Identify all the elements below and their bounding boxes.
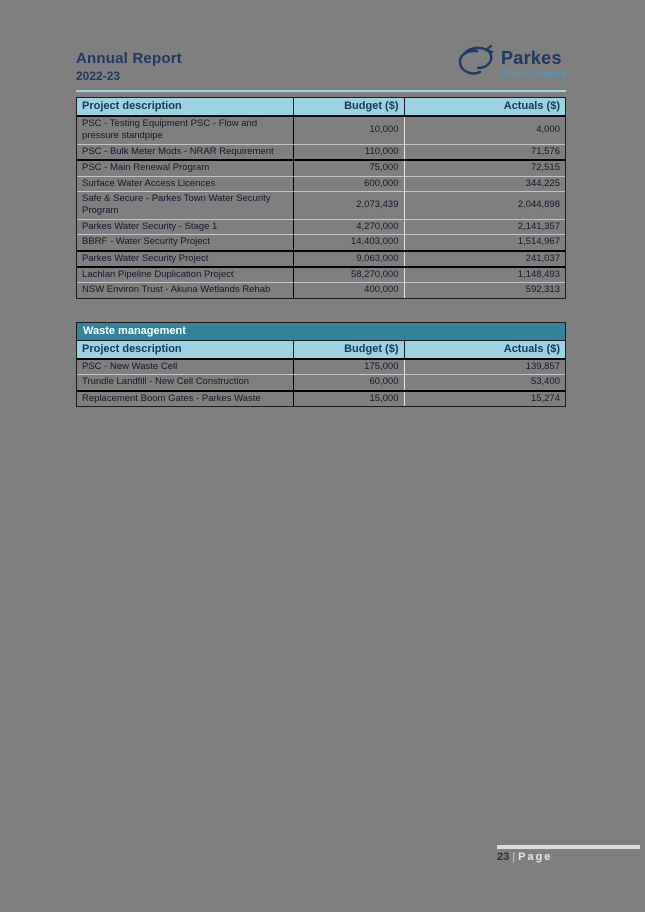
- budget-cell: 400,000: [293, 283, 404, 298]
- actuals-cell: 592,313: [525, 284, 560, 296]
- project-description-cell: Parkes Water Security Project: [77, 251, 293, 267]
- project-description-cell: Safe & Secure - Parkes Town Water Security Program: [77, 192, 293, 220]
- budget-cell: 175,000: [293, 359, 404, 375]
- report-title: Annual Report: [76, 50, 182, 67]
- project-description-cell: Lachlan Pipeline Duplication Project: [77, 267, 293, 283]
- waste-management-table: [76, 322, 566, 407]
- header-row: [77, 98, 565, 116]
- budget-cell: 58,270,000: [293, 267, 404, 283]
- project-description-cell: Surface Water Access Licences: [77, 176, 293, 191]
- report-year: 2022-23: [76, 69, 121, 83]
- column-header: Actuals ($): [404, 98, 565, 116]
- project-description-cell: Replacement Boom Gates - Parkes Waste: [77, 391, 293, 406]
- budget-cell: 10,000: [293, 116, 404, 144]
- table-row: [77, 235, 565, 251]
- project-description-cell: NSW Environ Trust - Akuna Wetlands Rehab: [77, 283, 293, 298]
- title-block: [76, 44, 182, 83]
- budget-cell: 9,063,000: [293, 251, 404, 267]
- project-description-cell: PSC - Testing Equipment PSC - Flow and pressure standpipe: [77, 116, 293, 144]
- council-logo: [455, 44, 566, 85]
- project-description-cell: PSC - Main Renewal Program: [77, 160, 293, 176]
- actuals-cell: 344,225: [404, 176, 565, 191]
- table-row: [77, 359, 565, 375]
- project-description-cell: Parkes Water Security - Stage 1: [77, 219, 293, 234]
- budget-cell: 2,073,439: [293, 192, 404, 220]
- budget-cell: 4,270,000: [293, 219, 404, 234]
- table-row: [77, 192, 565, 220]
- footer-page-label: Page: [518, 851, 553, 863]
- budget-cell: 110,000: [293, 144, 404, 160]
- orbit-swirl-icon: [455, 44, 497, 85]
- actuals-cell: 2,044,898: [404, 192, 565, 220]
- column-header: Actuals ($): [404, 341, 565, 359]
- header-row: [77, 341, 565, 359]
- logo-text: [501, 49, 566, 80]
- footer-divider: [497, 845, 640, 849]
- project-description-cell: PSC - Bulk Meter Mods - NRAR Requirement: [77, 144, 293, 160]
- project-description-cell: BBRF - Water Security Project: [77, 235, 293, 251]
- table-row: [77, 160, 565, 176]
- actuals-cell: 1,148,493: [404, 267, 565, 283]
- column-header: Project description: [77, 341, 293, 359]
- page-footer: [497, 851, 552, 863]
- logo-name: Parkes: [500, 48, 562, 69]
- water-projects-table: [76, 97, 566, 299]
- actuals-cell: 139,857: [404, 359, 565, 375]
- budget-cell: 15,000: [293, 391, 404, 406]
- logo-subname: Shire Council: [500, 68, 566, 81]
- projects-table: [77, 341, 565, 406]
- table-row: [77, 116, 565, 144]
- budget-cell: 600,000: [293, 176, 404, 191]
- column-header: Budget ($): [293, 341, 404, 359]
- actuals-cell: 2,141,357: [404, 219, 565, 234]
- section-title: Waste management: [77, 323, 565, 341]
- document-header: [76, 44, 566, 85]
- budget-cell: 14,403,000: [293, 235, 404, 251]
- header-divider: [76, 90, 566, 92]
- column-header: Budget ($): [293, 98, 404, 116]
- actuals-cell: 15,274: [530, 392, 560, 404]
- actuals-cell: 4,000: [404, 116, 565, 144]
- project-description-cell: PSC - New Waste Cell: [77, 359, 293, 375]
- tables-area: [76, 97, 566, 407]
- column-header: Project description: [77, 98, 293, 116]
- table-row: [77, 144, 565, 160]
- table-row: [77, 267, 565, 283]
- actuals-cell: 1,514,967: [404, 235, 565, 251]
- project-description-cell: Trundle Landfill - New Cell Construction: [77, 375, 293, 391]
- table-row: [77, 251, 565, 267]
- actuals-cell: 241,037: [404, 251, 565, 267]
- actuals-cell: 72,515: [404, 160, 565, 176]
- table-row: [77, 391, 565, 406]
- budget-cell: 60,000: [293, 375, 404, 391]
- projects-table: [77, 98, 565, 298]
- footer-separator: |: [512, 851, 516, 863]
- table-row: [77, 283, 565, 298]
- table-row: [77, 176, 565, 191]
- table-row: [77, 375, 565, 391]
- page-number: 23: [497, 851, 510, 863]
- table-row: [77, 219, 565, 234]
- actuals-cell: 53,400: [404, 375, 565, 391]
- actuals-cell: 71,576: [404, 144, 565, 160]
- budget-cell: 75,000: [293, 160, 404, 176]
